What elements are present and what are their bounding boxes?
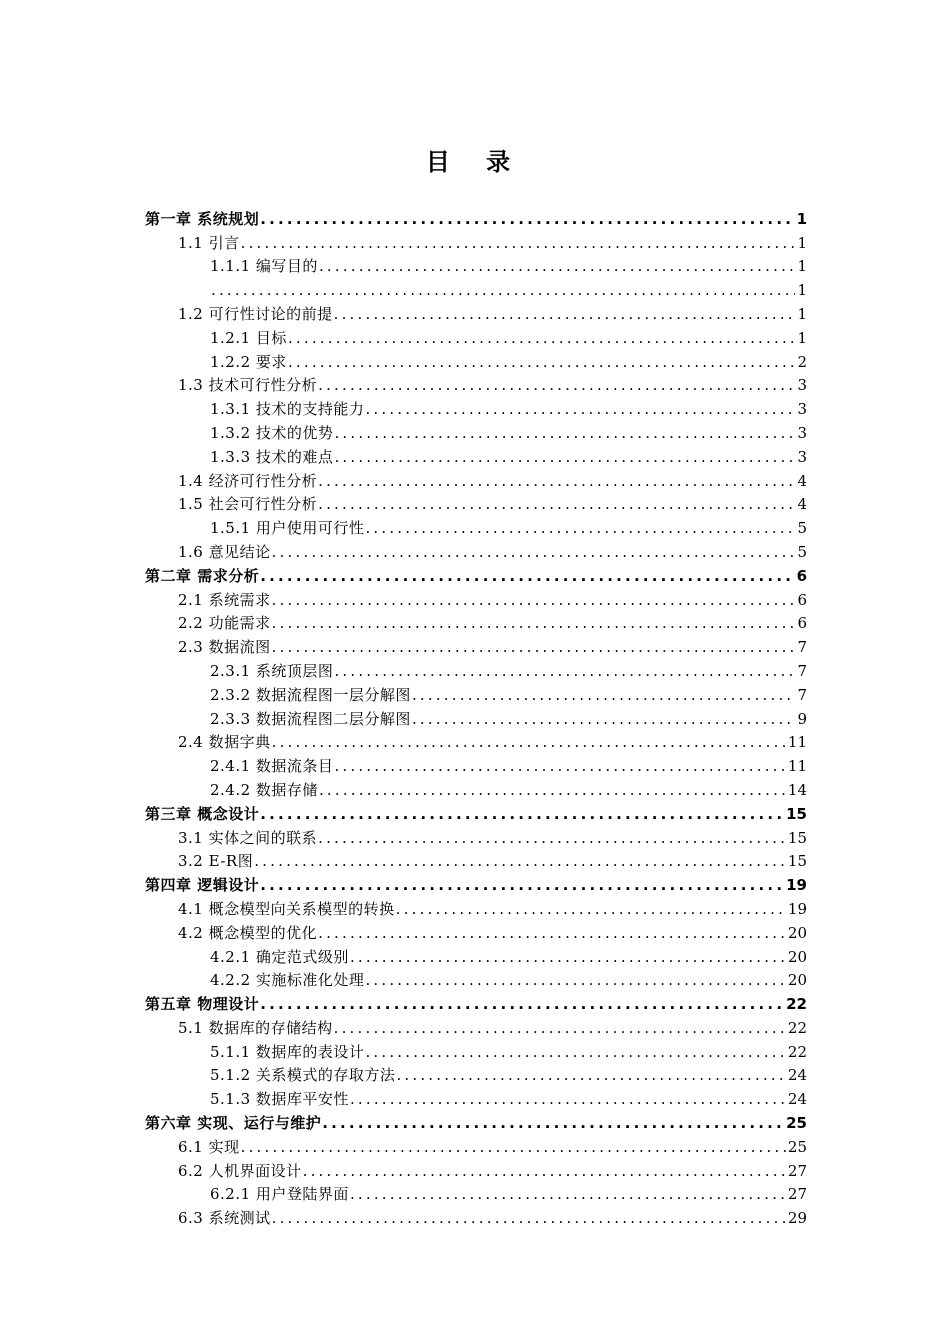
toc-entry-label: 4.1 概念模型向关系模型的转换 bbox=[178, 899, 395, 918]
toc-entry-label: 6.3 系统测试 bbox=[178, 1209, 271, 1228]
toc-entry-label: 6.2 人机界面设计 bbox=[178, 1161, 302, 1180]
toc-entry-page-number: 3 bbox=[797, 400, 807, 419]
toc-entry-page-number: 27 bbox=[787, 1185, 807, 1204]
toc-entry[interactable] bbox=[145, 610, 807, 634]
toc-entry-label: 6.2.1 用户登陆界面 bbox=[210, 1185, 349, 1204]
toc-dot-leader bbox=[334, 423, 795, 443]
toc-entry[interactable] bbox=[145, 324, 807, 348]
toc-dot-leader bbox=[272, 613, 796, 633]
toc-entry[interactable] bbox=[145, 443, 807, 467]
toc-dot-leader bbox=[350, 1089, 786, 1109]
toc-entry[interactable] bbox=[145, 348, 807, 372]
toc-dot-leader bbox=[318, 923, 786, 943]
toc-entry[interactable] bbox=[145, 205, 807, 229]
toc-entry-page-number: 6 bbox=[796, 566, 807, 585]
toc-entry-page-number: 22 bbox=[787, 1018, 807, 1037]
toc-entry-page-number: 6 bbox=[797, 614, 807, 633]
toc-entry[interactable] bbox=[145, 1133, 807, 1157]
toc-dot-leader bbox=[319, 780, 786, 800]
toc-entry-label: 1.3.1 技术的支持能力 bbox=[210, 400, 365, 419]
toc-dot-leader bbox=[334, 661, 795, 681]
toc-entry-page-number: 22 bbox=[786, 995, 807, 1014]
toc-dot-leader bbox=[350, 947, 786, 967]
toc-dot-leader bbox=[350, 1184, 786, 1204]
toc-entry[interactable] bbox=[145, 1181, 807, 1205]
toc-entry[interactable] bbox=[145, 300, 807, 324]
toc-entry-page-number: 3 bbox=[797, 423, 807, 442]
toc-entry-label: 2.3.3 数据流程图二层分解图 bbox=[210, 709, 411, 728]
toc-entry[interactable] bbox=[145, 253, 807, 277]
toc-entry-page-number: 19 bbox=[787, 899, 807, 918]
toc-dot-leader bbox=[318, 375, 795, 395]
toc-dot-leader bbox=[272, 1208, 786, 1228]
toc-entry-page-number: 7 bbox=[797, 661, 807, 680]
toc-entry[interactable] bbox=[145, 538, 807, 562]
toc-entry-label: 4.2 概念模型的优化 bbox=[178, 923, 318, 942]
toc-entry-page-number: 15 bbox=[786, 804, 807, 823]
toc-entry-page-number: 20 bbox=[787, 971, 807, 990]
toc-entry[interactable] bbox=[145, 1038, 807, 1062]
toc-entry-page-number: 4 bbox=[797, 471, 807, 490]
toc-entry-page-number: 15 bbox=[787, 828, 807, 847]
toc-entry-label: 1.5.1 用户使用可行性 bbox=[210, 519, 365, 538]
toc-entry-page-number: 20 bbox=[787, 923, 807, 942]
toc-entry-page-number: 9 bbox=[797, 709, 807, 728]
toc-dot-leader bbox=[365, 1042, 785, 1062]
toc-dot-leader bbox=[318, 828, 786, 848]
toc-dot-leader bbox=[288, 328, 796, 348]
toc-entry-label: 1.2 可行性讨论的前提 bbox=[178, 304, 333, 323]
toc-dot-leader bbox=[318, 494, 795, 514]
toc-entry-page-number: 11 bbox=[787, 757, 807, 776]
toc-entry[interactable] bbox=[145, 491, 807, 515]
toc-entry-page-number: 14 bbox=[787, 780, 807, 799]
toc-entry[interactable] bbox=[145, 1157, 807, 1181]
toc-entry[interactable] bbox=[145, 967, 807, 991]
toc-entry-label: 第四章 逻辑设计 bbox=[145, 876, 260, 895]
toc-entry-label: 第三章 概念设计 bbox=[145, 804, 260, 823]
toc-entry[interactable] bbox=[145, 943, 807, 967]
toc-entry[interactable] bbox=[145, 276, 807, 300]
toc-entry[interactable] bbox=[145, 1014, 807, 1038]
toc-entry[interactable] bbox=[145, 729, 807, 753]
toc-entry-page-number: 27 bbox=[787, 1161, 807, 1180]
toc-dot-leader bbox=[396, 1065, 785, 1085]
toc-dot-leader bbox=[254, 851, 786, 871]
toc-dot-leader bbox=[334, 447, 795, 467]
toc-entry-label: 1.5 社会可行性分析 bbox=[178, 495, 318, 514]
toc-entry-label: 5.1.1 数据库的表设计 bbox=[210, 1042, 365, 1061]
toc-entry-label: 3.2 E-R图 bbox=[178, 852, 254, 871]
toc-entry[interactable] bbox=[145, 919, 807, 943]
toc-entry[interactable] bbox=[145, 705, 807, 729]
toc-dot-leader bbox=[319, 256, 796, 276]
toc-entry[interactable] bbox=[145, 800, 807, 824]
toc-entry[interactable] bbox=[145, 514, 807, 538]
toc-entry[interactable] bbox=[145, 990, 807, 1014]
table-of-contents bbox=[145, 205, 807, 1228]
toc-entry-label: 1.6 意见结论 bbox=[178, 542, 271, 561]
toc-entry[interactable] bbox=[145, 1062, 807, 1086]
toc-entry-page-number: 1 bbox=[796, 209, 807, 228]
toc-entry-page-number: 29 bbox=[787, 1209, 807, 1228]
toc-entry-label: 1.1.1 编写目的 bbox=[210, 257, 318, 276]
toc-dot-leader bbox=[412, 685, 796, 705]
toc-entry[interactable] bbox=[145, 895, 807, 919]
toc-entry[interactable] bbox=[145, 752, 807, 776]
toc-entry[interactable] bbox=[145, 419, 807, 443]
toc-dot-leader bbox=[241, 233, 796, 253]
toc-entry[interactable] bbox=[145, 372, 807, 396]
toc-dot-leader bbox=[303, 1161, 786, 1181]
toc-dot-leader bbox=[272, 542, 796, 562]
toc-entry-page-number: 25 bbox=[786, 1114, 807, 1133]
toc-entry[interactable] bbox=[145, 467, 807, 491]
toc-entry-page-number: 5 bbox=[797, 542, 807, 561]
toc-entry-page-number: 1 bbox=[797, 281, 807, 300]
toc-dot-leader bbox=[272, 590, 796, 610]
toc-entry-label: 1.3.2 技术的优势 bbox=[210, 423, 334, 442]
toc-entry[interactable] bbox=[145, 586, 807, 610]
toc-entry-page-number: 1 bbox=[797, 233, 807, 252]
page-title: 目 录 bbox=[425, 148, 525, 176]
toc-dot-leader bbox=[260, 875, 784, 895]
toc-entry[interactable] bbox=[145, 657, 807, 681]
toc-entry-label: 1.4 经济可行性分析 bbox=[178, 471, 318, 490]
toc-dot-leader bbox=[260, 804, 784, 824]
toc-entry-label: 1.3.3 技术的难点 bbox=[210, 447, 334, 466]
toc-entry-label: 第二章 需求分析 bbox=[145, 566, 260, 585]
toc-entry-page-number: 1 bbox=[797, 257, 807, 276]
toc-dot-leader bbox=[334, 756, 785, 776]
toc-entry[interactable] bbox=[145, 1085, 807, 1109]
toc-entry[interactable] bbox=[145, 776, 807, 800]
toc-entry-page-number: 3 bbox=[797, 376, 807, 395]
toc-entry-page-number: 2 bbox=[797, 352, 807, 371]
toc-entry-page-number: 5 bbox=[797, 519, 807, 538]
toc-entry[interactable] bbox=[145, 229, 807, 253]
toc-entry-page-number: 20 bbox=[787, 947, 807, 966]
toc-dot-leader bbox=[260, 994, 784, 1014]
toc-entry-label: 2.4.2 数据存储 bbox=[210, 780, 318, 799]
toc-entry[interactable] bbox=[145, 633, 807, 657]
toc-entry[interactable] bbox=[145, 1109, 807, 1133]
toc-entry-label: 2.3.2 数据流程图一层分解图 bbox=[210, 685, 411, 704]
toc-entry-label: 5.1.2 关系模式的存取方法 bbox=[210, 1066, 396, 1085]
toc-dot-leader bbox=[396, 899, 786, 919]
toc-entry-label: 2.3.1 系统顶层图 bbox=[210, 661, 334, 680]
toc-entry-label: 2.3 数据流图 bbox=[178, 638, 271, 657]
toc-entry-label: 1.3 技术可行性分析 bbox=[178, 376, 318, 395]
toc-entry-page-number: 24 bbox=[787, 1090, 807, 1109]
toc-entry-page-number: 3 bbox=[797, 447, 807, 466]
toc-entry-page-number: 4 bbox=[797, 495, 807, 514]
toc-entry-label: 6.1 实现 bbox=[178, 1137, 240, 1156]
toc-entry-label: 2.4 数据字典 bbox=[178, 733, 271, 752]
toc-dot-leader bbox=[272, 732, 786, 752]
toc-dot-leader bbox=[412, 709, 796, 729]
toc-entry-page-number: 15 bbox=[787, 852, 807, 871]
toc-entry-label: 1.2.2 要求 bbox=[210, 352, 287, 371]
toc-entry-label: 2.2 功能需求 bbox=[178, 614, 271, 633]
toc-entry-label: 1.2.1 目标 bbox=[210, 328, 287, 347]
toc-entry-label: 5.1 数据库的存储结构 bbox=[178, 1018, 333, 1037]
toc-entry-page-number: 1 bbox=[797, 304, 807, 323]
toc-entry-label: 2.1 系统需求 bbox=[178, 590, 271, 609]
toc-dot-leader bbox=[260, 209, 794, 229]
toc-entry[interactable] bbox=[145, 848, 807, 872]
toc-entry-page-number: 22 bbox=[787, 1042, 807, 1061]
toc-entry-label: 4.2.1 确定范式级别 bbox=[210, 947, 349, 966]
toc-dot-leader bbox=[272, 637, 796, 657]
toc-entry[interactable] bbox=[145, 871, 807, 895]
toc-entry-page-number: 11 bbox=[787, 733, 807, 752]
toc-entry[interactable] bbox=[145, 395, 807, 419]
toc-entry-label: 第六章 实现、运行与维护 bbox=[145, 1114, 322, 1133]
toc-entry-label: 4.2.2 实施标准化处理 bbox=[210, 971, 365, 990]
toc-entry-page-number: 7 bbox=[797, 685, 807, 704]
toc-dot-leader bbox=[288, 352, 796, 372]
toc-dot-leader bbox=[241, 1137, 786, 1157]
toc-entry[interactable] bbox=[145, 562, 807, 586]
toc-dot-leader bbox=[334, 1018, 786, 1038]
toc-entry-page-number: 24 bbox=[787, 1066, 807, 1085]
toc-entry[interactable] bbox=[145, 681, 807, 705]
toc-dot-leader bbox=[260, 566, 794, 586]
toc-entry[interactable] bbox=[145, 824, 807, 848]
toc-entry-label: 2.4.1 数据流条目 bbox=[210, 757, 334, 776]
toc-dot-leader bbox=[322, 1113, 784, 1133]
toc-entry-page-number: 19 bbox=[786, 876, 807, 895]
toc-dot-leader bbox=[211, 280, 795, 300]
toc-entry-label: 第一章 系统规划 bbox=[145, 209, 260, 228]
toc-entry-label: 5.1.3 数据库平安性 bbox=[210, 1090, 349, 1109]
toc-dot-leader bbox=[365, 518, 795, 538]
toc-entry-label: 第五章 物理设计 bbox=[145, 995, 260, 1014]
toc-entry-page-number: 25 bbox=[787, 1137, 807, 1156]
toc-entry-label: 3.1 实体之间的联系 bbox=[178, 828, 318, 847]
toc-entry-page-number: 7 bbox=[797, 638, 807, 657]
toc-dot-leader bbox=[365, 399, 795, 419]
toc-dot-leader bbox=[318, 471, 795, 491]
toc-entry-page-number: 1 bbox=[797, 328, 807, 347]
toc-dot-leader bbox=[334, 304, 796, 324]
toc-entry[interactable] bbox=[145, 1204, 807, 1228]
toc-dot-leader bbox=[365, 970, 785, 990]
toc-entry-label: 1.1 引言 bbox=[178, 233, 240, 252]
toc-entry-page-number: 6 bbox=[797, 590, 807, 609]
